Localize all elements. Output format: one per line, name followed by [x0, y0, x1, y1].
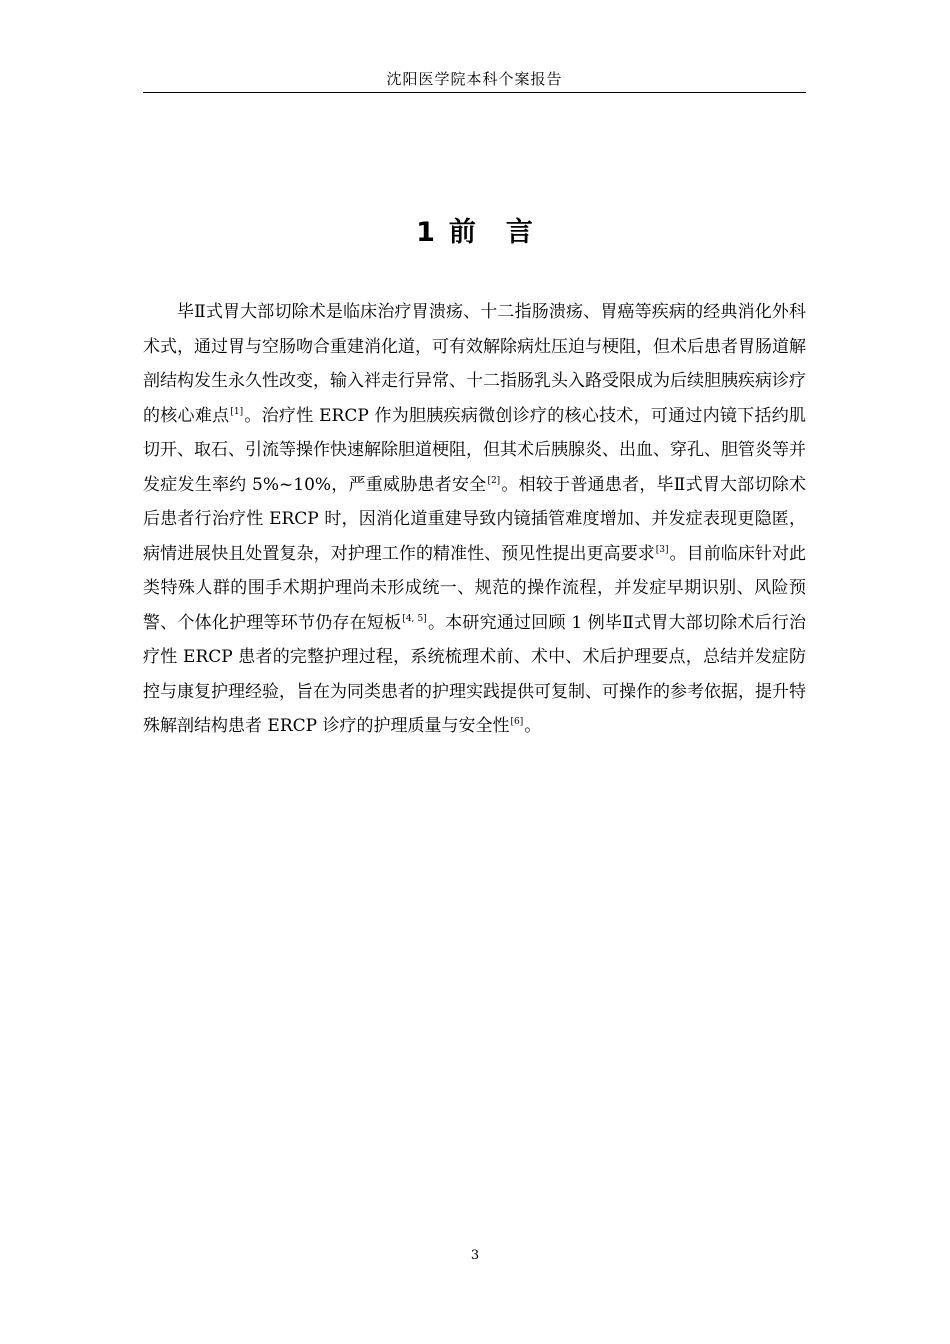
citation-3: [3]: [655, 544, 669, 555]
section-title-part2: 言: [505, 217, 533, 248]
paragraph-segment-1: 毕Ⅱ式胃大部切除术是临床治疗胃溃疡、十二指肠溃疡、胃癌等疾病的经典消化外科术式，通过胃与空肠吻合重建消化道，可有效解除病灶压迫与梗阻，但术后患者胃肠道解剖结构发生永久性改变，输入袢走行异常、十二指肠乳头入路受限成为后续胆胰疾病诊疗的核心难点: [143, 302, 806, 426]
paragraph-segment-3: 。相较于普通患者，毕Ⅱ式胃大部切除术后患者行治疗性 ERCP 时，因消化道重建导致内镜插管难度增加、并发症表现更隐匿，病情进展快且处置复杂，对护理工作的精准性、预见性提出更高要求: [143, 474, 807, 564]
page-number: 3: [470, 1248, 480, 1263]
introduction-paragraph: [143, 295, 806, 744]
paragraph-segment-4: 。目前临床针对此类特殊人群的围手术期护理尚未形成统一、规范的操作流程，并发症早期识别、风险预警、个体化护理等环节仍存在短板: [143, 543, 807, 633]
citation-2: [2]: [487, 475, 501, 486]
citation-4-5: [4, 5]: [402, 613, 427, 624]
header-title: 沈阳医学院本科个案报告: [386, 70, 563, 88]
section-heading: [143, 213, 806, 253]
paragraph-segment-5: 。本研究通过回顾 1 例毕Ⅱ式胃大部切除术后行治疗性 ERCP 患者的完整护理过程，系统梳理术前、术中、术后护理要点，总结并发症防控与康复护理经验，旨在为同类患者的护理实践提供可复制、可操作的参考依据，提升特殊解剖结构患者 ERCP 诊疗的护理质量与安全性: [143, 612, 806, 736]
paragraph-segment-2: 。治疗性 ERCP 作为胆胰疾病微创诊疗的核心技术，可通过内镜下括约肌切开、取石、引流等操作快速解除胆道梗阻，但其术后胰腺炎、出血、穿孔、胆管炎等并发症发生率约 5%~10%，严重威胁患者安全: [143, 405, 806, 495]
citation-1: [1]: [230, 406, 244, 417]
page-header: [143, 66, 806, 93]
citation-6: [6]: [510, 717, 524, 727]
section-title-part1: 前: [448, 217, 476, 248]
paragraph-segment-6: 。: [524, 716, 542, 736]
section-number: 1: [416, 217, 435, 248]
